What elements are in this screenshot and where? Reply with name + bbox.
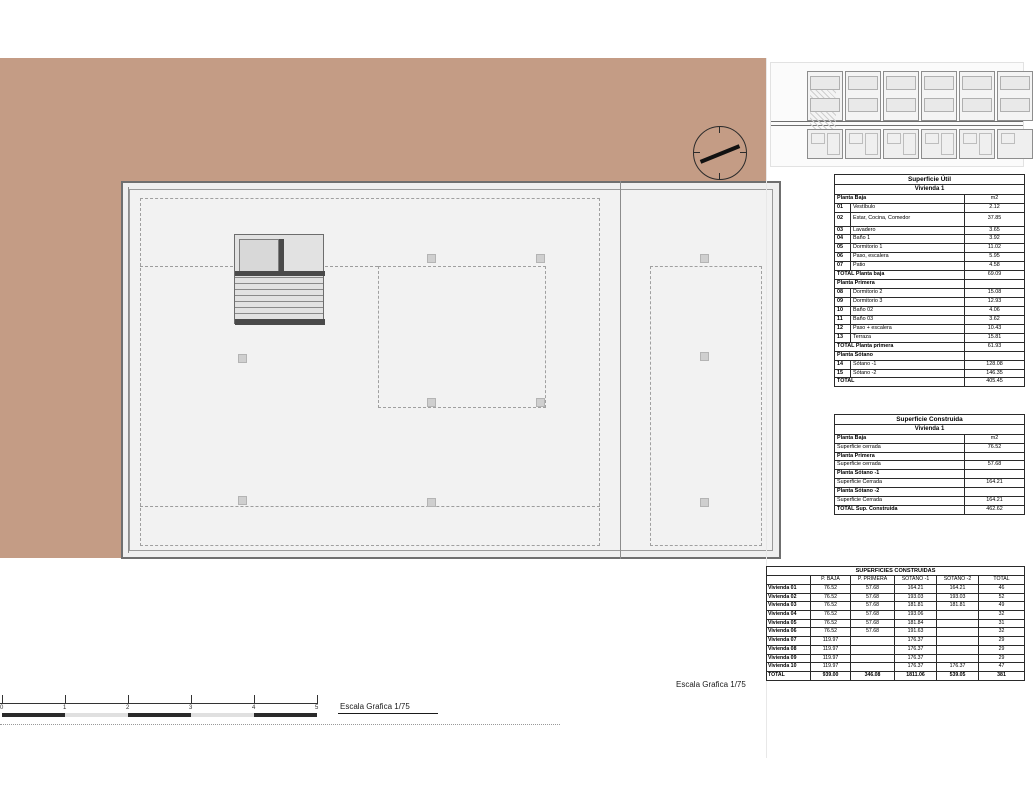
room-area: 37.85 [965, 212, 1025, 226]
stair-tread [235, 301, 323, 302]
table-row [767, 602, 1025, 611]
room-name: Baño 1 [851, 235, 965, 244]
unit-name: Vivienda 08 [767, 645, 811, 654]
table-row-highlighted [835, 488, 1025, 497]
ruler-tick [191, 695, 192, 703]
table-row [835, 315, 1025, 324]
elevation-plan-unit [883, 129, 919, 159]
elevation-plan-room [963, 133, 977, 144]
cell-value [851, 663, 895, 672]
graphic-scale-ruler [0, 695, 320, 721]
superficies-construidas-table [766, 566, 1025, 681]
row-label: Planta Sótano -2 [835, 488, 965, 497]
room-code: 09 [835, 298, 851, 307]
cell-value: 193.03 [895, 593, 937, 602]
section-label: Planta Baja [835, 194, 965, 203]
table-title: Superficie Construida [835, 415, 1025, 425]
cell-value [937, 619, 979, 628]
table-total-row [835, 342, 1025, 351]
column [427, 498, 436, 507]
unit-name: Vivienda 07 [767, 637, 811, 646]
column-header: SÓTANO -1 [895, 576, 937, 585]
cell-value: 29 [979, 645, 1025, 654]
row-label: Planta Primera [835, 452, 965, 461]
cell-value: 31 [979, 619, 1025, 628]
column [700, 352, 709, 361]
cell-value: 119.97 [811, 654, 851, 663]
cell-value [937, 645, 979, 654]
room-code: 10 [835, 306, 851, 315]
scale-underline [338, 713, 438, 714]
room-code: 12 [835, 324, 851, 333]
room-name: Baño 02 [851, 306, 965, 315]
room-area: 3.92 [965, 235, 1025, 244]
elevation-ground-line [771, 121, 1023, 122]
room-area: 3.65 [965, 226, 1025, 235]
table-title-row [767, 567, 1025, 576]
cell-value: 119.97 [811, 645, 851, 654]
table-total-row [767, 672, 1025, 681]
section-total-value: 405.45 [965, 378, 1025, 387]
room-area: 3.62 [965, 315, 1025, 324]
room-code: 11 [835, 315, 851, 324]
cell-value: 176.37 [895, 654, 937, 663]
cell-value: 176.37 [895, 637, 937, 646]
table-row [835, 333, 1025, 342]
cell-value: 191.63 [895, 628, 937, 637]
table-row [835, 203, 1025, 212]
cell-value: 29 [979, 654, 1025, 663]
elevation-plan-unit [845, 129, 881, 159]
elevation-unit [959, 71, 995, 121]
cell-value: 119.97 [811, 637, 851, 646]
room-code: 08 [835, 289, 851, 298]
row-value [965, 488, 1025, 497]
room-area: 2.12 [965, 203, 1025, 212]
room-code: 15 [835, 369, 851, 378]
section-total-value: 61.93 [965, 342, 1025, 351]
elevation-plan-unit [997, 129, 1033, 159]
row-value: 76.52 [965, 443, 1025, 452]
unit-name: Vivienda 04 [767, 611, 811, 620]
room-name: Terraza [851, 333, 965, 342]
cell-value [851, 637, 895, 646]
ruler-bar-light [191, 713, 254, 717]
unit-name: Vivienda 05 [767, 619, 811, 628]
cell-value [851, 645, 895, 654]
total-value: 1811.06 [895, 672, 937, 681]
elevation-floor [810, 98, 840, 112]
room-area: 128.08 [965, 360, 1025, 369]
section-total-label: TOTAL Planta baja [835, 271, 965, 280]
staircase [234, 234, 324, 324]
room-area: 12.93 [965, 298, 1025, 307]
table-total-row [835, 506, 1025, 515]
room-name: Dormitorio 3 [851, 298, 965, 307]
column-header: TOTAL [979, 576, 1025, 585]
table-title-row [835, 415, 1025, 425]
elevation-unit [807, 71, 843, 121]
table-row [835, 369, 1025, 378]
party-wall-line [128, 187, 129, 553]
cell-value: 32 [979, 611, 1025, 620]
ruler-tick [317, 695, 318, 703]
cell-value: 164.21 [937, 584, 979, 593]
table-row [767, 654, 1025, 663]
elevation-unit [883, 71, 919, 121]
floor-plan-canvas [0, 58, 766, 689]
elevation-floor [962, 98, 992, 112]
room-code: 07 [835, 262, 851, 271]
room-name: Paso + escalera [851, 324, 965, 333]
table-row [835, 226, 1025, 235]
column [238, 354, 247, 363]
total-value: 539.05 [937, 672, 979, 681]
row-label: Superficie cerrada [835, 461, 965, 470]
cell-value: 164.21 [895, 584, 937, 593]
table-row [767, 645, 1025, 654]
cell-value: 57.68 [851, 593, 895, 602]
table-row [835, 244, 1025, 253]
table-total-row [835, 378, 1025, 387]
table-section-row [835, 194, 1025, 203]
room-area: 146.35 [965, 369, 1025, 378]
ruler-number: 3 [189, 705, 193, 711]
cell-value: 181.81 [895, 602, 937, 611]
table-row [835, 452, 1025, 461]
unit-label [965, 280, 1025, 289]
cell-value: 76.52 [811, 584, 851, 593]
unit-name: Vivienda 10 [767, 663, 811, 672]
elevation-plan-unit [921, 129, 957, 159]
cell-value: 193.06 [895, 611, 937, 620]
column-header: P. PRIMERA [851, 576, 895, 585]
elevation-plan-room [903, 133, 916, 155]
ruler-number: 4 [252, 705, 256, 711]
party-wall-line [620, 181, 621, 559]
ruler-number: 2 [126, 705, 130, 711]
stair-wall [279, 239, 284, 273]
superficies-construidas-table-wrap [766, 566, 1024, 681]
table-row [835, 461, 1025, 470]
ruler-bar-light [65, 713, 128, 717]
column-header: P. BAJA [811, 576, 851, 585]
room-area: 11.02 [965, 244, 1025, 253]
room-code: 13 [835, 333, 851, 342]
table-row [767, 637, 1025, 646]
table-section-row [835, 351, 1025, 360]
elevation-unit [845, 71, 881, 121]
ruler-bar-dark [2, 713, 65, 717]
sheet-scale-note: Escala Grafica 1/75 [340, 702, 410, 711]
elevation-plan-room [925, 133, 939, 144]
table-row [835, 306, 1025, 315]
cell-value: 76.52 [811, 602, 851, 611]
room-code: 03 [835, 226, 851, 235]
room-code: 05 [835, 244, 851, 253]
elevation-unit [921, 71, 957, 121]
stair-tread [235, 313, 323, 314]
ruler-tick [254, 695, 255, 703]
superficie-construida-table-wrap [834, 414, 1024, 515]
room-area: 4.58 [965, 262, 1025, 271]
room-area: 10.43 [965, 324, 1025, 333]
column [700, 498, 709, 507]
elevation-plan-unit [807, 129, 843, 159]
elevation-floor [924, 98, 954, 112]
room-code: 06 [835, 253, 851, 262]
column-header [767, 576, 811, 585]
table-subtitle-row [835, 425, 1025, 435]
row-label: Superficie Cerrada [835, 479, 965, 488]
unit-name: Vivienda 09 [767, 654, 811, 663]
room-area: 15.81 [965, 333, 1025, 342]
elevation-floor [924, 76, 954, 90]
row-value: 164.21 [965, 497, 1025, 506]
cell-value: 49 [979, 602, 1025, 611]
row-label: Planta Sótano -1 [835, 470, 965, 479]
cell-value [851, 654, 895, 663]
room-name: Patio [851, 262, 965, 271]
table-row-highlighted [835, 479, 1025, 488]
section-total-label: TOTAL Planta primera [835, 342, 965, 351]
table-row [767, 584, 1025, 593]
room-code: 01 [835, 203, 851, 212]
cell-value [937, 654, 979, 663]
elevation-floor [848, 76, 878, 90]
table-row [835, 470, 1025, 479]
column [536, 254, 545, 263]
dimension-line [0, 724, 560, 725]
table-total-row [835, 271, 1025, 280]
table-row [767, 593, 1025, 602]
unit-name: Vivienda 01 [767, 584, 811, 593]
cell-value: 57.68 [851, 584, 895, 593]
cell-value: 181.81 [937, 602, 979, 611]
row-value: 57.68 [965, 461, 1025, 470]
section-label: Planta Primera [835, 280, 965, 289]
stair-tread [235, 277, 323, 278]
ruler-number: 0 [0, 705, 4, 711]
cell-value [937, 611, 979, 620]
cell-value: 76.52 [811, 628, 851, 637]
cell-value: 176.37 [895, 645, 937, 654]
section-total-label: TOTAL [835, 378, 965, 387]
table-row [835, 298, 1025, 307]
table-row [767, 611, 1025, 620]
elevation-unit [997, 71, 1033, 121]
plan-scale-note: Escala Grafica 1/75 [676, 680, 746, 689]
cell-value: 57.68 [851, 611, 895, 620]
ruler-tick [128, 695, 129, 703]
terrace-outline-dashed [378, 266, 546, 408]
table-row [835, 443, 1025, 452]
room-name: Sótano -1 [851, 360, 965, 369]
unit-label [965, 351, 1025, 360]
cell-value: 57.68 [851, 602, 895, 611]
table-row [835, 289, 1025, 298]
elevation-floor [886, 76, 916, 90]
stair-step-solid [235, 319, 325, 325]
ruler-number: 5 [315, 705, 319, 711]
ruler-tick [65, 695, 66, 703]
cell-value: 76.52 [811, 619, 851, 628]
elevation-floor [962, 76, 992, 90]
room-name: Baño 03 [851, 315, 965, 324]
cell-value [937, 628, 979, 637]
row-value [965, 452, 1025, 461]
elevation-floor [886, 98, 916, 112]
elevation-plan-room [941, 133, 954, 155]
column [238, 496, 247, 505]
table-title-row [835, 175, 1025, 185]
superficie-construida-table [834, 414, 1025, 515]
cell-value: 119.97 [811, 663, 851, 672]
cell-value: 52 [979, 593, 1025, 602]
table-row [835, 324, 1025, 333]
cell-value: 76.52 [811, 611, 851, 620]
elevation-ground-line [771, 125, 1023, 126]
column-header: SÓTANO -2 [937, 576, 979, 585]
compass-tick [694, 152, 700, 153]
table-row [835, 212, 1025, 226]
room-code: 04 [835, 235, 851, 244]
room-name: Lavadero [851, 226, 965, 235]
elevation-plan-room [827, 133, 840, 155]
elevation-plan-unit [959, 129, 995, 159]
elevation-plan-room [1001, 133, 1015, 144]
room-area: 4.06 [965, 306, 1025, 315]
unit-name: Vivienda 06 [767, 628, 811, 637]
cell-value: 57.68 [851, 619, 895, 628]
table-row [767, 628, 1025, 637]
cell-value: 76.52 [811, 593, 851, 602]
stair-tread [235, 295, 323, 296]
cell-value: 32 [979, 628, 1025, 637]
table-header-row [767, 576, 1025, 585]
elevation-plan-room [979, 133, 992, 155]
elevation-plan-room [849, 133, 863, 144]
room-name: Estar, Cocina, Comedor [851, 212, 965, 226]
table-row [835, 434, 1025, 443]
room-name: Dormitorio 1 [851, 244, 965, 253]
room-name: Paso, escalera [851, 253, 965, 262]
ruler-number: 1 [63, 705, 67, 711]
section-total-value: 69.09 [965, 271, 1025, 280]
superficie-util-table [834, 174, 1025, 387]
section-label: Planta Sótano [835, 351, 965, 360]
schedule-panel [766, 58, 1024, 758]
column [427, 254, 436, 263]
room-code: 02 [835, 212, 851, 226]
elevation-floor [810, 76, 840, 90]
row-label: Superficie cerrada [835, 443, 965, 452]
room-area: 15.08 [965, 289, 1025, 298]
cell-value: 193.03 [937, 593, 979, 602]
cell-value: 46 [979, 584, 1025, 593]
superficie-util-table-wrap [834, 174, 1024, 387]
ruler-tick [2, 695, 3, 703]
stair-tread [235, 289, 323, 290]
cell-value [937, 637, 979, 646]
column [700, 254, 709, 263]
ruler-baseline [0, 703, 318, 704]
stair-tread [235, 307, 323, 308]
ruler-bar-dark [254, 713, 317, 717]
row-label: Superficie Cerrada [835, 497, 965, 506]
table-row-highlighted [835, 497, 1025, 506]
unit-name: Vivienda 02 [767, 593, 811, 602]
elevation-plan-room [887, 133, 901, 144]
table-subtitle-row [835, 185, 1025, 195]
cell-value: 29 [979, 637, 1025, 646]
elevation-plan-room [811, 133, 825, 144]
row-value: m2 [965, 434, 1025, 443]
table-row [767, 663, 1025, 672]
row-value: 164.21 [965, 479, 1025, 488]
table-subtitle: Vivienda 1 [835, 425, 1025, 435]
elevation-plan-room [865, 133, 878, 155]
total-value: 939.00 [811, 672, 851, 681]
room-name: Dormitorio 2 [851, 289, 965, 298]
ruler-bar-dark [128, 713, 191, 717]
table-row [835, 235, 1025, 244]
total-value: 381 [979, 672, 1025, 681]
table-row [835, 360, 1025, 369]
stair-landing [239, 239, 279, 273]
north-compass-icon [693, 126, 749, 182]
row-label: Planta Baja [835, 434, 965, 443]
cell-value: 57.68 [851, 628, 895, 637]
cell-value: 176.37 [895, 663, 937, 672]
table-title: Superficie Útil [835, 175, 1025, 185]
row-value: 462.62 [965, 506, 1025, 515]
row-value [965, 470, 1025, 479]
cell-value: 47 [979, 663, 1025, 672]
cell-value: 181.84 [895, 619, 937, 628]
room-name: Sótano -2 [851, 369, 965, 378]
table-row [835, 262, 1025, 271]
room-name: Vestíbulo [851, 203, 965, 212]
table-row [835, 253, 1025, 262]
compass-tick [719, 127, 720, 133]
grid-line [140, 506, 600, 507]
compass-tick [740, 152, 746, 153]
elevation-thumbnail [770, 62, 1024, 167]
table-section-row [835, 280, 1025, 289]
elevation-floor [848, 98, 878, 112]
room-area: 5.95 [965, 253, 1025, 262]
elevation-floor [1000, 76, 1030, 90]
elevation-floor [1000, 98, 1030, 112]
table-title: SUPERFICIES CONSTRUIDAS [767, 567, 1025, 576]
unit-label: m2 [965, 194, 1025, 203]
column [427, 398, 436, 407]
column [536, 398, 545, 407]
total-value: 346.08 [851, 672, 895, 681]
table-subtitle: Vivienda 1 [835, 185, 1025, 195]
unit-name: Vivienda 03 [767, 602, 811, 611]
table-row [767, 619, 1025, 628]
stair-tread [235, 283, 323, 284]
row-label: TOTAL Sup. Construida [835, 506, 965, 515]
cell-value: 176.37 [937, 663, 979, 672]
total-label: TOTAL [767, 672, 811, 681]
compass-tick [719, 173, 720, 179]
room-code: 14 [835, 360, 851, 369]
